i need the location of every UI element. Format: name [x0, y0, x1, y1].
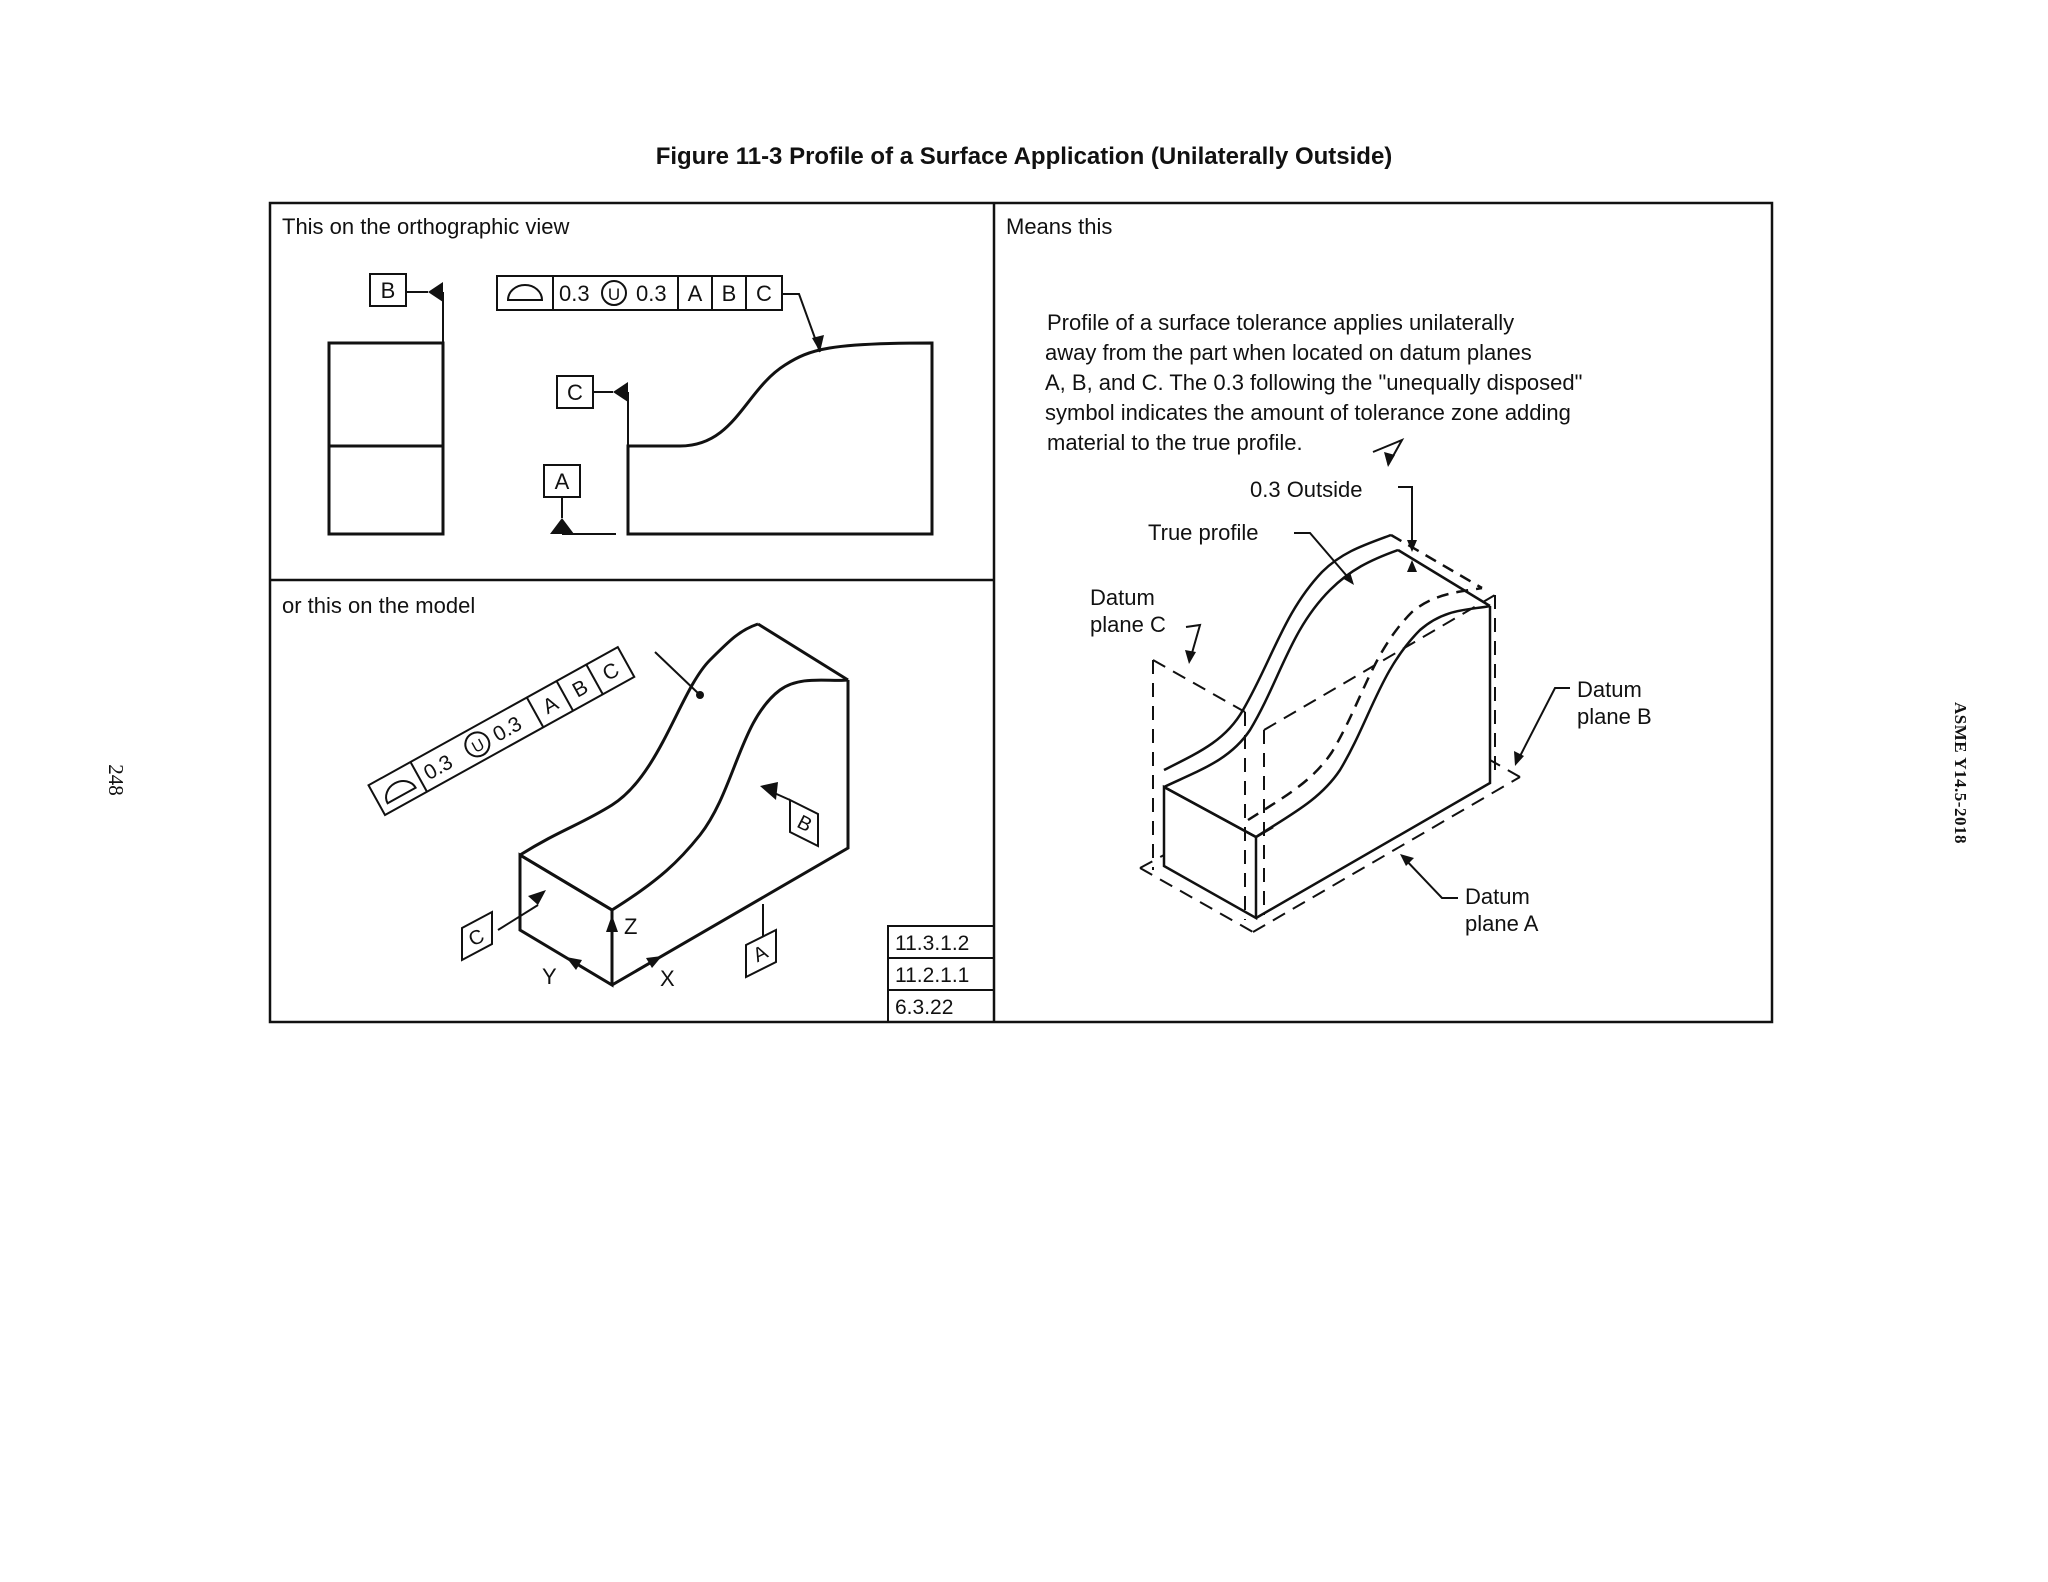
part-top-back	[1398, 550, 1490, 606]
fcf-leader	[782, 294, 820, 352]
figure-title: Figure 11-3 Profile of a Surface Application (Unilaterally Outside)	[655, 143, 1393, 170]
model-fcf-datum-1: A	[538, 691, 563, 719]
part-right-face	[1256, 606, 1490, 918]
model-caption: or this on the model	[282, 593, 476, 618]
reference-1: 11.3.1.2	[895, 932, 970, 955]
explanation-line-5: material to the true profile.	[1047, 430, 1303, 455]
model-datum-b-triangle	[760, 782, 778, 800]
x-axis	[612, 960, 655, 985]
model-front-face	[520, 855, 612, 985]
y-axis-label: Y	[542, 964, 557, 989]
model-profile-front	[520, 624, 758, 855]
model-profile-back	[612, 680, 848, 910]
model-datum-c-leader	[498, 905, 538, 930]
x-axis-label: X	[660, 966, 675, 991]
datum-a-letter: A	[554, 469, 570, 494]
front-view-outline	[628, 343, 932, 534]
feature-control-frame	[497, 276, 782, 310]
y-axis-arrow	[566, 957, 582, 970]
profile-surface-icon	[508, 285, 542, 300]
datum-a-arrow	[1400, 854, 1414, 866]
datum-b-letter: B	[380, 278, 396, 303]
fcf-datum-1: A	[687, 281, 703, 306]
explanation-line-2: away from the part when located on datum planes	[1045, 340, 1532, 365]
datum-b-leader-line	[1517, 688, 1570, 762]
reference-3: 6.3.22	[895, 996, 954, 1019]
orthographic-view	[329, 292, 932, 534]
z-axis-arrow	[606, 915, 618, 932]
datum-c-label-1: Datum	[1090, 585, 1155, 610]
model-leader-dot	[696, 691, 704, 699]
datum-a-label-1: Datum	[1465, 884, 1530, 909]
part-front-face	[1164, 787, 1256, 918]
fcf-datum-3: C	[756, 281, 772, 306]
model-datum-c-triangle	[528, 890, 546, 905]
model-datum-b-letter: B	[793, 811, 816, 837]
datum-b-triangle	[428, 282, 443, 302]
standard-label: ASME Y14.5-2018	[1951, 702, 1970, 844]
outside-label: 0.3 Outside	[1250, 477, 1363, 502]
interpretation-view	[1140, 440, 1570, 932]
true-profile-leader	[1294, 533, 1352, 582]
means-caption: Means this	[1006, 214, 1113, 239]
model-fcf-modifier: U	[469, 736, 488, 757]
outside-zone-profile-front	[1164, 535, 1391, 770]
page-number: 248	[104, 764, 128, 796]
outside-leader	[1398, 487, 1412, 548]
datum-b-label-2: plane B	[1577, 704, 1652, 729]
fcf-datum-2: B	[721, 281, 737, 306]
explanation-line-1: Profile of a surface tolerance applies unilaterally	[1047, 310, 1515, 335]
model-fcf-datum-2: B	[568, 675, 593, 703]
model-fcf-leader	[655, 652, 700, 695]
datum-plane-a	[1140, 760, 1520, 932]
explanation-line-4: symbol indicates the amount of tolerance zone adding	[1045, 400, 1571, 425]
datum-c-arrow	[1185, 650, 1196, 664]
datum-plane-c	[1153, 660, 1245, 920]
true-profile-label: True profile	[1148, 520, 1259, 545]
datum-a-leader	[562, 496, 616, 534]
part-profile-side	[1164, 787, 1256, 837]
outside-zone-back-edge	[1391, 535, 1482, 588]
datum-a-triangle	[550, 518, 574, 534]
reference-2: 11.2.1.1	[895, 964, 970, 987]
model-fcf-datum-3: C	[598, 658, 624, 686]
datum-plane-b	[1264, 595, 1495, 915]
datum-c-letter: C	[567, 380, 583, 405]
figure-frame	[270, 203, 1772, 1022]
fcf-tolerance: 0.3	[559, 281, 590, 306]
datum-a-leader-line	[1403, 857, 1458, 898]
fcf-modifier-value: 0.3	[636, 281, 667, 306]
model-fcf-tolerance: 0.3	[420, 750, 457, 785]
datum-c-label-2: plane C	[1090, 612, 1166, 637]
z-axis-label: Z	[624, 914, 638, 939]
explanation-line-3: A, B, and C. The 0.3 following the "unequally disposed"	[1045, 370, 1583, 395]
fcf-modifier: U	[607, 285, 621, 304]
model-feature-control-frame	[369, 647, 635, 815]
model-datum-a-letter: A	[749, 941, 772, 967]
orthographic-caption: This on the orthographic view	[282, 214, 570, 239]
datum-b-label-1: Datum	[1577, 677, 1642, 702]
model-profile-start	[520, 855, 612, 910]
model-top-back-edge	[758, 624, 848, 680]
model-datum-c-letter: C	[465, 925, 488, 952]
model-fcf-modifier-value: 0.3	[489, 712, 526, 747]
datum-a-label-2: plane A	[1465, 911, 1539, 936]
explanation-text	[1045, 310, 1582, 455]
side-view-outline	[329, 343, 443, 534]
datum-c-triangle	[613, 382, 628, 402]
datum-c-leader	[593, 392, 628, 446]
datum-b-leader	[406, 292, 443, 343]
references-table	[888, 926, 994, 1022]
